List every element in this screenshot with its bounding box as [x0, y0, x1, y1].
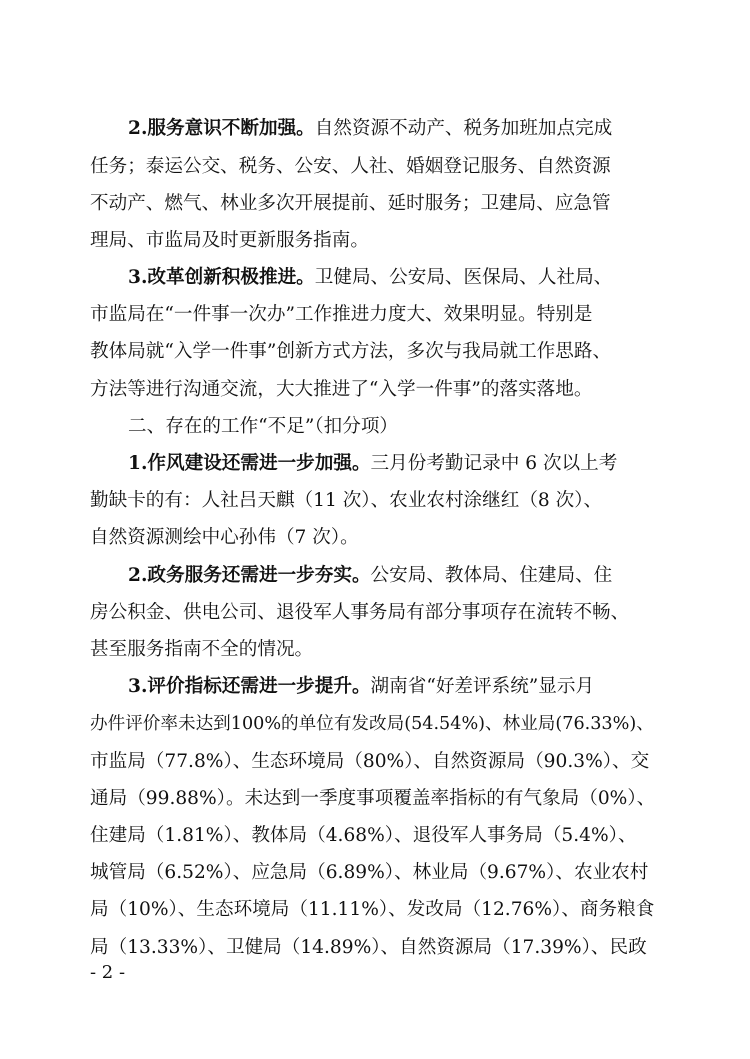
line-text: 三月份考勤记录中 6 次以上考: [370, 453, 618, 474]
line-text: 湖南省“好差评系统”显示月: [370, 676, 595, 697]
paragraph-line: [128, 563, 656, 589]
paragraph-heading: 2.服务意识不断加强。: [128, 118, 315, 139]
paragraph-heading: 1.作风建设还需进一步加强。: [128, 453, 371, 474]
paragraph-line: 房公积金、供电公司、退役军人事务局有部分事项存在流转不畅、: [90, 602, 630, 623]
page-number: - 2 -: [90, 962, 126, 983]
paragraph-line: [128, 451, 656, 477]
paragraph-line: 住建局（1.81%）、教体局（4.68%）、退役军人事务局（5.4%）、: [90, 825, 637, 846]
paragraph-line: 局（13.33%）、卫健局（14.89%）、自然资源局（17.39%）、民政: [90, 937, 647, 958]
paragraph-line: 方法等进行沟通交流，大大推进了“入学一件事”的落实落地。: [90, 379, 593, 400]
paragraph-line: 市监局（77.8%）、生态环境局（80%）、自然资源局（90.3%）、交: [90, 751, 650, 772]
paragraph-line: 勤缺卡的有：人社吕天麒（11 次）、农业农村涂继红（8 次）、: [90, 490, 603, 511]
paragraph-heading: 3.改革创新积极推进。: [128, 267, 315, 288]
line-text: 卫健局、公安局、医保局、人社局、: [314, 267, 613, 288]
paragraph-line: [128, 674, 656, 700]
paragraph-line: [128, 116, 656, 142]
paragraph-line: [128, 265, 656, 291]
paragraph-heading: 3.评价指标还需进一步提升。: [128, 676, 371, 697]
section-heading: 二、存在的工作“不足”（扣分项）: [128, 416, 399, 437]
paragraph-line: 不动产、燃气、林业多次开展提前、延时服务；卫建局、应急管: [90, 193, 611, 214]
paragraph-line: 办件评价率未达到100%的单位有发改局(54.54%)、林业局(76.33%)、: [90, 714, 654, 734]
paragraph-line: 教体局就“入学一件事”创新方式方法，多次与我局就工作思路、: [90, 341, 612, 362]
paragraph-line: 自然资源测绘中心孙伟（7 次）。: [90, 527, 359, 548]
paragraph-line: 任务；泰运公交、税务、公安、人社、婚姻登记服务、自然资源: [90, 156, 611, 177]
paragraph-line: 通局（99.88%）。未达到一季度事项覆盖率指标的有气象局（0%）、: [90, 788, 656, 809]
paragraph-line: 局（10%）、生态环境局（11.11%）、发改局（12.76%）、商务粮食: [90, 899, 655, 920]
paragraph-line: 理局、市监局及时更新服务指南。: [90, 230, 369, 251]
paragraph-line: 甚至服务指南不全的情况。: [90, 639, 314, 660]
paragraph-line: 城管局（6.52%）、应急局（6.89%）、林业局（9.67%）、农业农村: [90, 862, 649, 883]
paragraph-line: 市监局在“一件事一次办”工作推进力度大、效果明显。特别是: [90, 304, 593, 325]
line-text: 公安局、教体局、住建局、住: [370, 565, 613, 586]
line-text: 自然资源不动产、税务加班加点完成: [314, 118, 613, 139]
paragraph-heading: 2.政务服务还需进一步夯实。: [128, 565, 371, 586]
